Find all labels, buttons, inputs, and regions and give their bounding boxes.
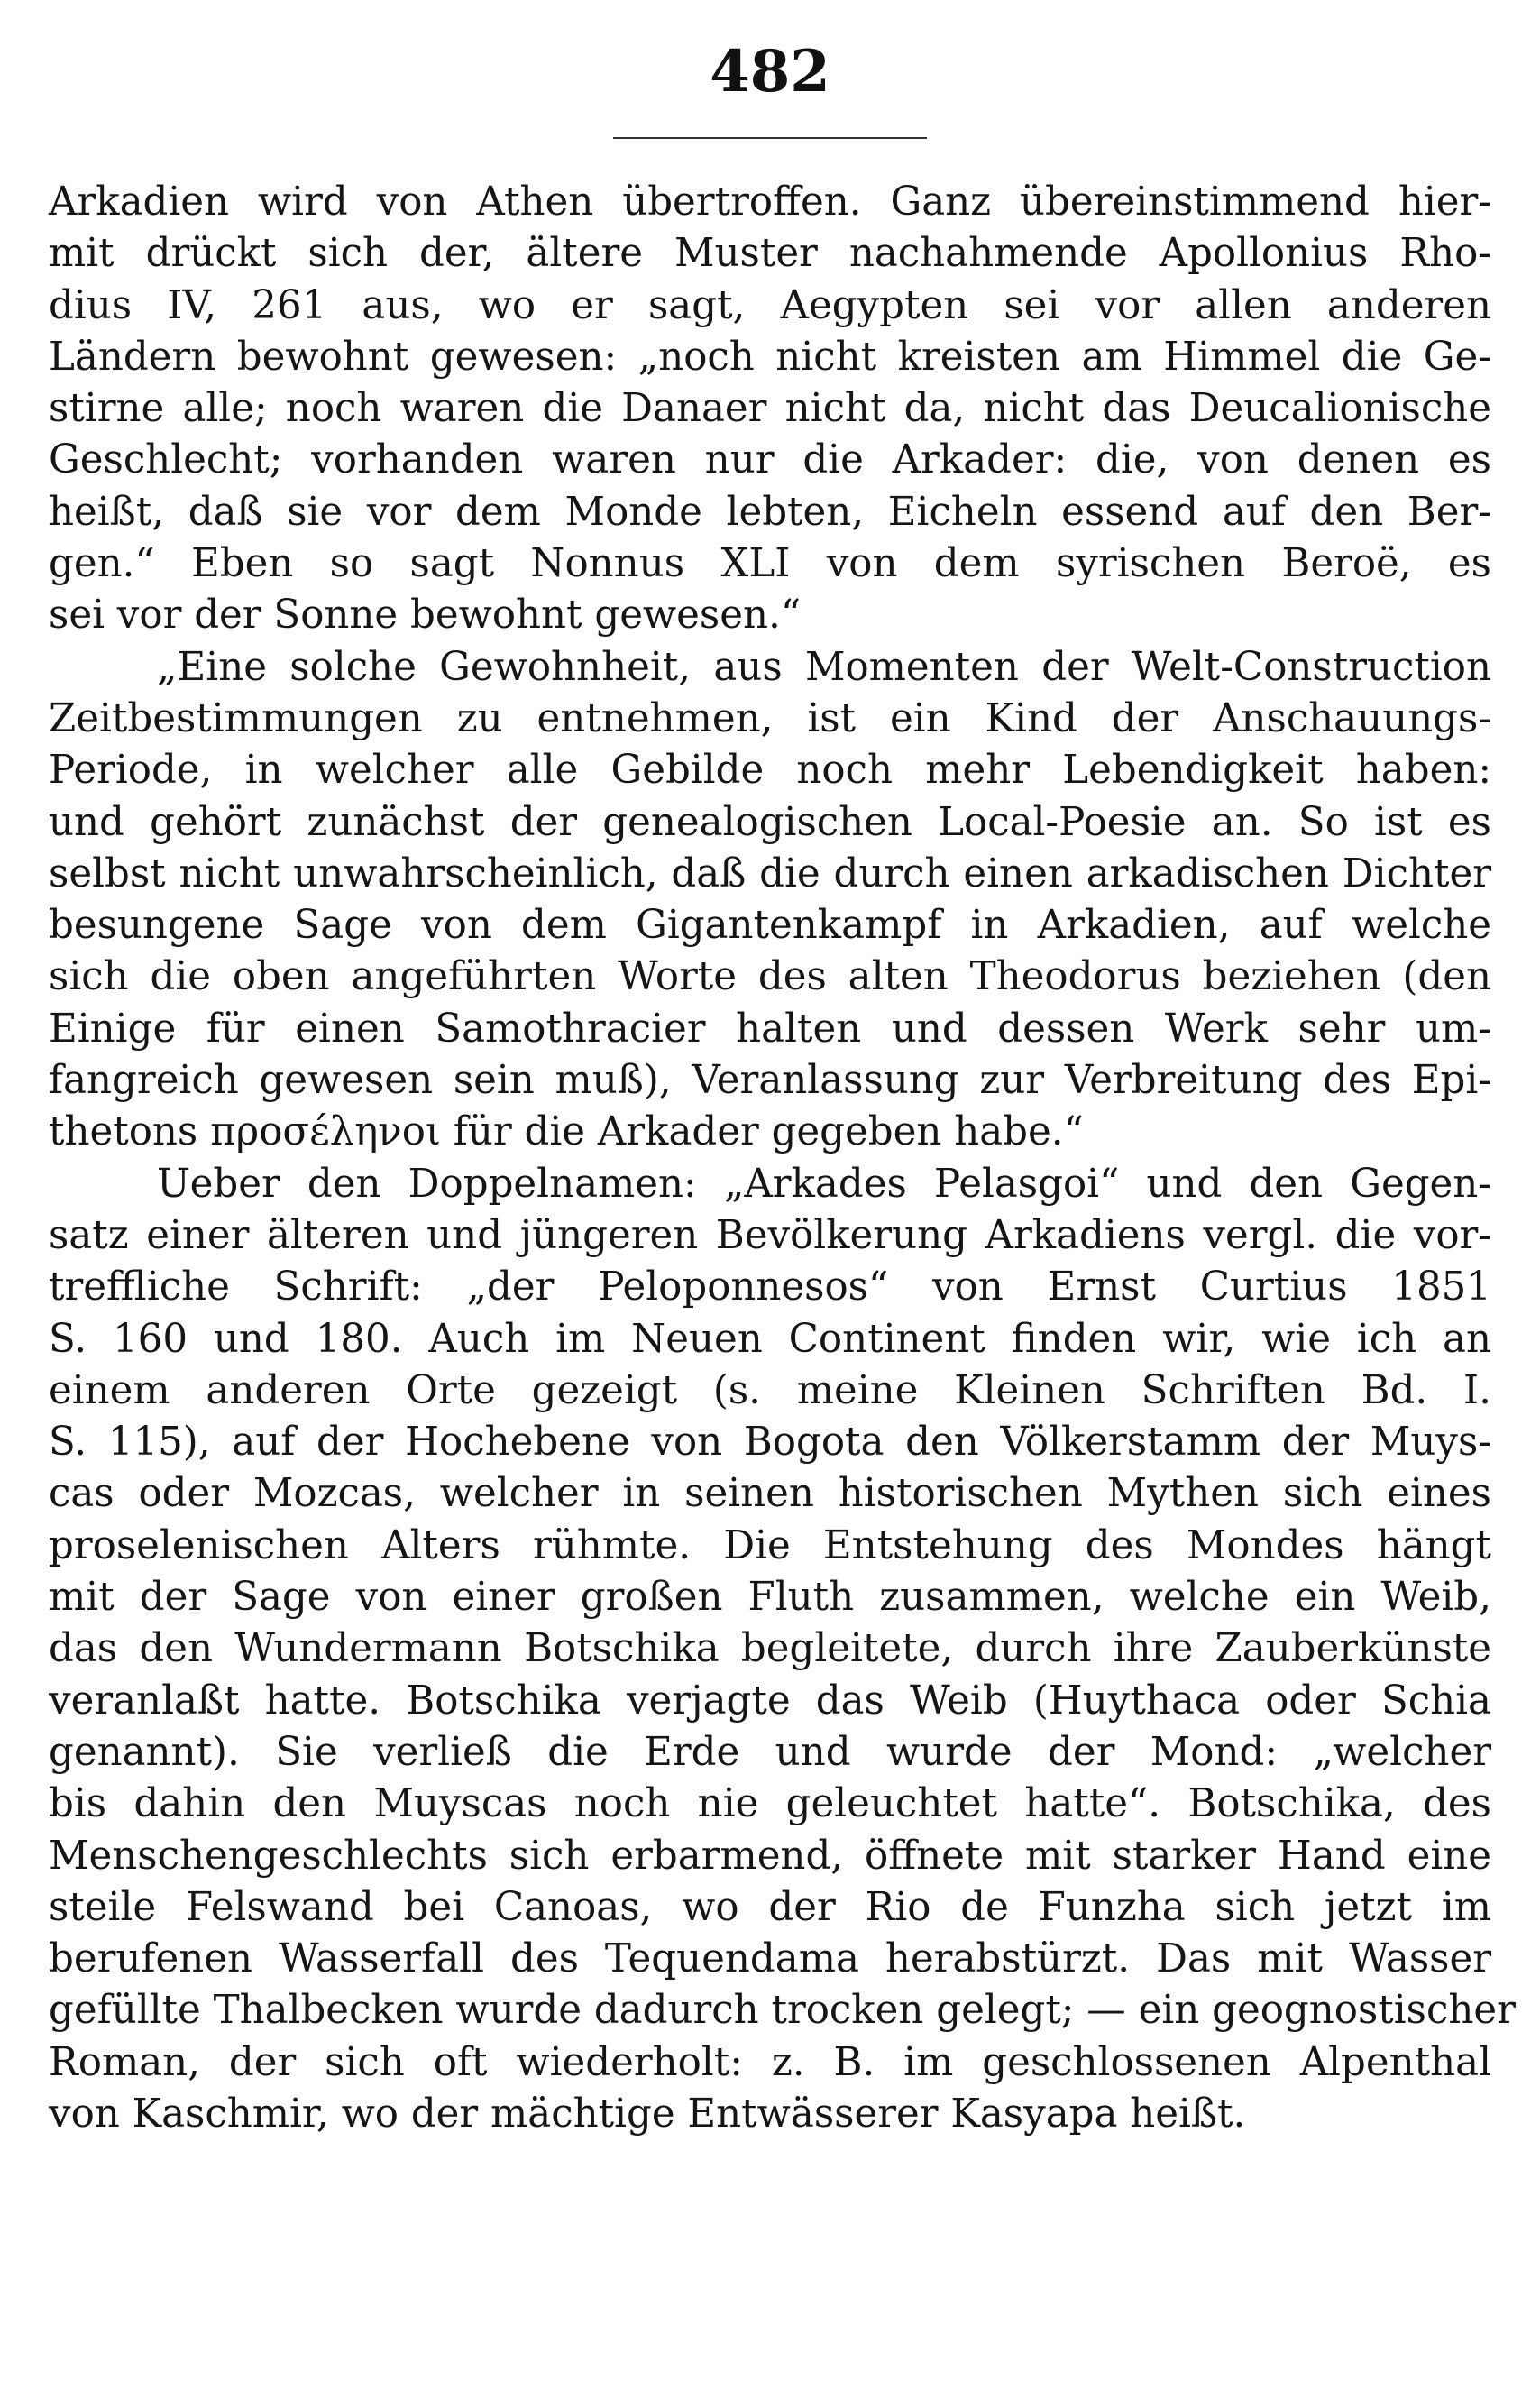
text-line: Arkadien wird von Athen übertroffen. Ganz übereinstimmend hier-: [49, 179, 1491, 225]
text-line: besungene Sage von dem Gigantenkampf in Arkadien, auf welche: [49, 903, 1491, 949]
text-line: berufenen Wasserfall des Tequendama herabstürzt. Das mit Wasser: [49, 1936, 1491, 1982]
text-line: Ueber den Doppelnamen: „Arkades Pelasgoi“ und den Gegen-: [157, 1161, 1491, 1207]
text-line: thetons προσέληνοι für die Arkader gegeben habe.“: [49, 1109, 1084, 1155]
text-line: mit der Sage von einer großen Fluth zusammen, welche ein Weib,: [49, 1575, 1491, 1621]
text-line: sich die oben angeführten Worte des alten Theodorus beziehen (den: [49, 954, 1491, 1000]
header-rule: [613, 137, 927, 139]
text-line: veranlaßt hatte. Botschika verjagte das Weib (Huythaca oder Schia: [49, 1678, 1491, 1724]
text-line: S. 115), auf der Hochebene von Bogota den Völkerstamm der Muys-: [49, 1420, 1491, 1466]
text-line: und gehört zunächst der genealogischen Local-Poesie an. So ist es: [49, 799, 1491, 845]
text-line: „Eine solche Gewohnheit, aus Momenten der Welt-Construction: [157, 644, 1491, 690]
text-line: genannt). Sie verließ die Erde und wurde der Mond: „welcher: [49, 1729, 1491, 1775]
text-line: selbst nicht unwahrscheinlich, daß die durch einen arkadischen Dichter: [49, 850, 1491, 896]
text-line: gen.“ Eben so sagt Nonnus XLI von dem syrischen Beroë, es: [49, 541, 1491, 587]
text-line: cas oder Mozcas, welcher in seinen historischen Mythen sich eines: [49, 1471, 1491, 1517]
text-line: Periode, in welcher alle Gebilde noch mehr Lebendigkeit haben:: [49, 748, 1491, 794]
text-line: proselenischen Alters rühmte. Die Entstehung des Mondes hängt: [49, 1522, 1491, 1568]
text-line: fangreich gewesen sein muß), Veranlassung zur Verbreitung des Epi-: [49, 1058, 1491, 1104]
page-number: 482: [710, 38, 830, 106]
text-line: sei vor der Sonne bewohnt gewesen.“: [49, 593, 802, 639]
text-line: bis dahin den Muyscas noch nie geleuchtet hatte“. Botschika, des: [49, 1781, 1491, 1827]
text-line: S. 160 und 180. Auch im Neuen Continent finden wir, wie ich an: [49, 1316, 1491, 1362]
text-line: stirne alle; noch waren die Danaer nicht da, nicht das Deucalionische: [49, 386, 1491, 432]
text-line: steile Felswand bei Canoas, wo der Rio de Funzha sich jetzt im: [49, 1884, 1491, 1930]
text-line: satz einer älteren und jüngeren Bevölkerung Arkadiens vergl. die vor-: [49, 1212, 1491, 1258]
text-line: Geschlecht; vorhanden waren nur die Arkader: die, von denen es: [49, 437, 1491, 483]
text-line: das den Wundermann Botschika begleitete, durch ihre Zauberkünste: [49, 1626, 1491, 1672]
text-line: Einige für einen Samothracier halten und dessen Werk sehr um-: [49, 1006, 1491, 1052]
text-line: treffliche Schrift: „der Peloponnesos“ von Ernst Curtius 1851: [49, 1264, 1491, 1310]
text-line: dius IV, 261 aus, wo er sagt, Aegypten sei vor allen anderen: [49, 282, 1491, 328]
text-line: einem anderen Orte gezeigt (s. meine Kleinen Schriften Bd. I.: [49, 1367, 1491, 1413]
text-line: gefüllte Thalbecken wurde dadurch trocken gelegt; — ein geognostischer: [49, 1988, 1516, 2034]
text-line: von Kaschmir, wo der mächtige Entwässerer Kasyapa heißt.: [49, 2091, 1246, 2137]
text-line: Menschengeschlechts sich erbarmend, öffnete mit starker Hand eine: [49, 1833, 1491, 1879]
text-line: heißt, daß sie vor dem Monde lebten, Eicheln essend auf den Ber-: [49, 489, 1491, 535]
text-line: mit drückt sich der, ältere Muster nachahmende Apollonius Rho-: [49, 231, 1491, 277]
text-line: Ländern bewohnt gewesen: „noch nicht kreisten am Himmel die Ge-: [49, 334, 1491, 380]
text-line: Roman, der sich oft wiederholt: z. B. im geschlossenen Alpenthal: [49, 2039, 1491, 2085]
body-text: [49, 177, 1516, 2140]
text-line: Zeitbestimmungen zu entnehmen, ist ein Kind der Anschauungs-: [49, 695, 1491, 741]
